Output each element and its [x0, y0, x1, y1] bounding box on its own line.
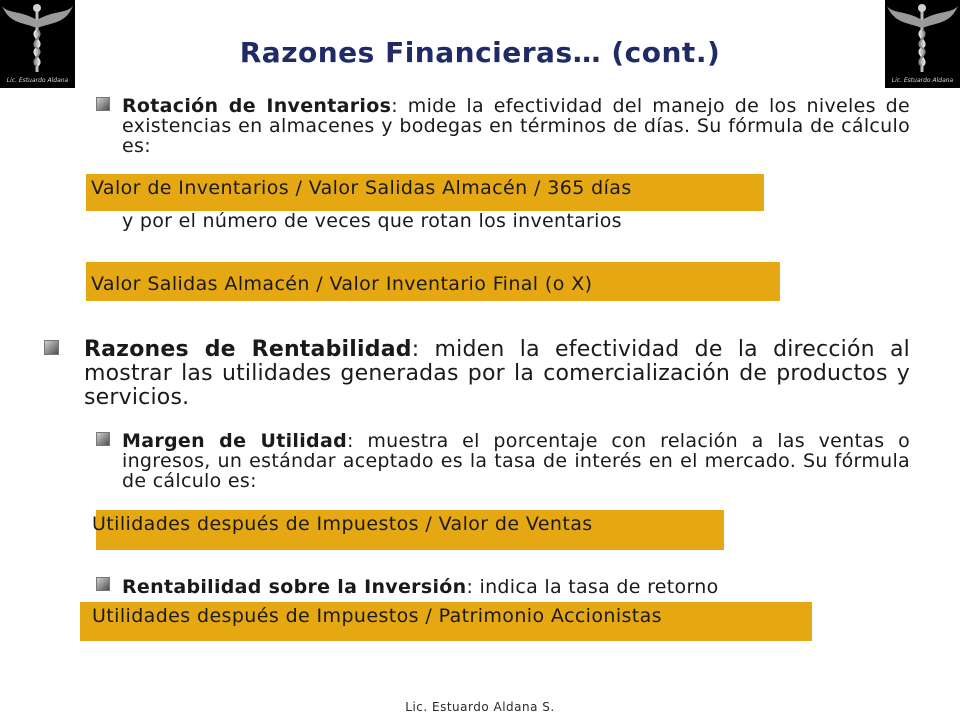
slide-title: Razones Financieras… (cont.) [239, 36, 721, 69]
rotacion-veces-text: y por el número de veces que rotan los inventarios [122, 210, 622, 232]
margen-text: : muestra el porcentaje con relación a las ventas o ingresos, un estándar aceptado es la tasa de interés en el mercado. Su fórmula de cálculo es: [122, 430, 910, 492]
margen-paragraph [122, 431, 910, 491]
inversion-line [122, 577, 719, 597]
logo-right [885, 0, 960, 88]
bullet-icon [96, 432, 110, 446]
caduceus-icon [0, 0, 75, 78]
bullet-icon [96, 97, 110, 111]
rotacion-paragraph [122, 96, 910, 156]
rentabilidad-text: : miden la efectividad de la dirección al mostrar las utilidades generadas por la comercialización de productos y servicios. [84, 337, 910, 410]
logo-caption: Lic. Estuardo Aldana [6, 77, 69, 84]
formula-profit-margin [92, 510, 724, 550]
formula-profit-margin-text: Utilidades después de Impuestos / Valor de Ventas [92, 513, 593, 535]
caduceus-icon [885, 0, 960, 78]
logo-left [0, 0, 75, 88]
inversion-term: Rentabilidad sobre la Inversión [122, 576, 467, 598]
rotacion-term: Rotación de Inventarios [122, 95, 392, 117]
inversion-text: : indica la tasa de retorno [466, 576, 719, 598]
bullet-icon [96, 577, 110, 591]
formula-inventory-turns: Valor Salidas Almacén / Valor Inventario Final (o X) [86, 262, 780, 301]
margen-term: Margen de Utilidad [122, 430, 347, 452]
bullet-icon [44, 340, 59, 355]
logo-caption: Lic. Estuardo Aldana [891, 77, 954, 84]
formula-inventory-days: Valor de Inventarios / Valor Salidas Almacén / 365 días [86, 174, 764, 211]
rentabilidad-paragraph [84, 338, 910, 410]
rentabilidad-term: Razones de Rentabilidad [84, 337, 412, 362]
rotacion-text: : mide la efectividad del manejo de los niveles de existencias en almacenes y bodegas en términos de días. Su fórmula de cálculo es: [122, 95, 911, 157]
formula-return-on-equity: Utilidades después de Impuestos / Patrimonio Accionistas [80, 602, 812, 641]
footer-author: Lic. Estuardo Aldana S. [405, 700, 555, 714]
